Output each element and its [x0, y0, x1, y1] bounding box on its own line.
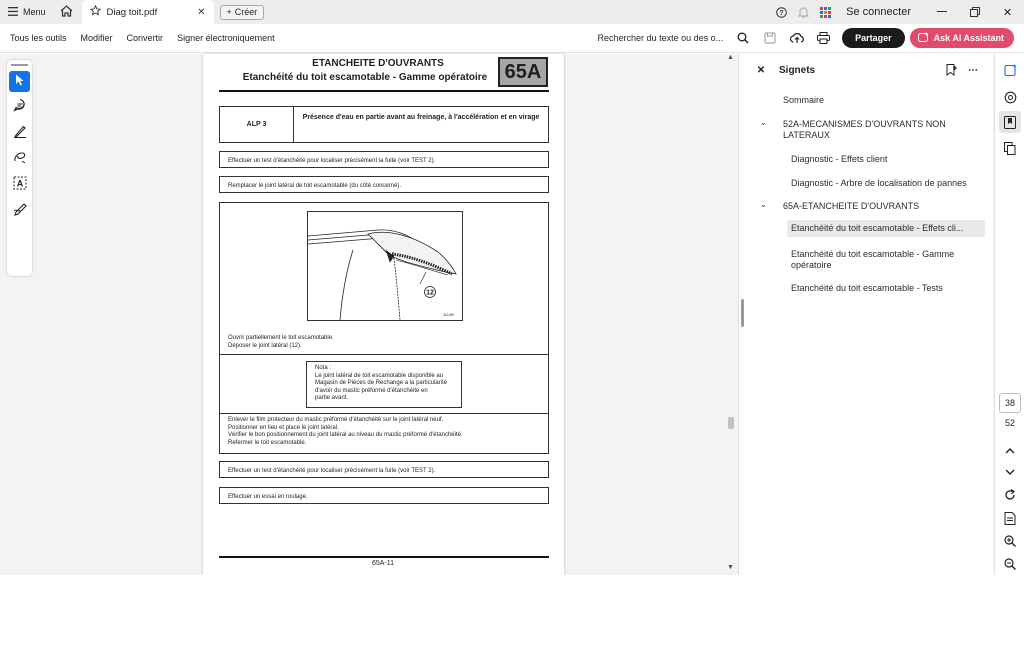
chevron-up-icon[interactable]	[999, 439, 1021, 461]
apps-grid-icon[interactable]	[814, 0, 836, 24]
comment-tool[interactable]	[9, 97, 30, 118]
box-separator	[220, 354, 548, 355]
cloud-upload-icon[interactable]	[783, 24, 810, 53]
bookmarks-panel	[738, 54, 993, 575]
bookmark-item-selected[interactable]: Etanchéité du toit escamotable - Effets cli...	[787, 220, 985, 237]
step-box	[219, 487, 549, 504]
print-icon[interactable]	[810, 24, 837, 53]
step-text: Effectuer un test d'étanchéité pour localiser précisément la fuite (voir TEST 2).	[228, 158, 436, 164]
total-pages: 52	[1004, 418, 1015, 428]
nota-box	[306, 361, 462, 408]
bookmark-item[interactable]: Etanchéité du toit escamotable - Gamme opératoire	[791, 249, 955, 270]
document-section-title: ETANCHEITE D'OUVRANTS	[312, 58, 444, 69]
minimize-button[interactable]	[925, 0, 958, 24]
tab-title: Diag toit.pdf	[106, 6, 158, 18]
tab-close-icon[interactable]: ✕	[197, 6, 206, 18]
panel-resize-handle[interactable]	[741, 299, 744, 327]
chevron-down-icon[interactable]: ⌄	[760, 118, 767, 127]
cursor-arrow-icon	[15, 73, 25, 91]
home-button[interactable]	[54, 0, 80, 24]
nota-title: Nota :	[315, 365, 332, 371]
nota-line: d'avoir du mastic préformé d'étanchéité en	[315, 387, 428, 394]
instruction-line: Refermer le toit escamotable.	[228, 439, 307, 446]
add-bookmark-icon[interactable]	[940, 64, 962, 76]
pen-icon	[13, 124, 27, 143]
star-icon[interactable]	[90, 5, 101, 19]
comment-add-icon	[13, 98, 27, 117]
bookmark-item[interactable]: Sommaire	[783, 95, 825, 105]
document-scrollbar[interactable]	[726, 54, 736, 575]
bookmark-item[interactable]: Etanchéité du toit escamotable - Tests	[791, 283, 943, 293]
select-tool[interactable]	[9, 71, 30, 92]
figure-reference: 111159	[443, 313, 454, 317]
sign-tool[interactable]	[9, 201, 30, 222]
svg-text:A: A	[16, 178, 23, 189]
procedure-box	[219, 202, 549, 454]
chevron-down-icon[interactable]: ⌄	[760, 200, 767, 209]
drag-grip[interactable]	[11, 64, 28, 66]
panel-title: Signets	[779, 64, 816, 76]
step-text: Effectuer un essai en roulage.	[228, 494, 308, 500]
section-code-badge: 65A	[498, 57, 548, 87]
search-icon[interactable]	[729, 24, 756, 53]
step-box	[219, 461, 549, 478]
alp-code: ALP 3	[220, 107, 294, 142]
home-icon	[60, 5, 73, 19]
zoom-out-icon[interactable]	[999, 553, 1021, 575]
bookmark-item[interactable]: 65A-ETANCHEITE D'OUVRANTS	[783, 201, 920, 211]
text-tool[interactable]	[9, 175, 30, 196]
nota-line: Magasin de Pièces de Rechange a la particularité	[315, 380, 448, 386]
empty-area	[0, 575, 1024, 645]
footer-rule	[219, 556, 549, 558]
help-icon[interactable]	[770, 0, 792, 24]
close-panel-icon[interactable]: ✕	[756, 64, 766, 76]
more-options-icon[interactable]: ⋯	[968, 64, 978, 76]
page-fit-icon[interactable]	[999, 507, 1021, 529]
instruction-line: Positionner en lieu et place le joint latéral.	[228, 424, 339, 431]
chevron-down-icon[interactable]	[999, 461, 1021, 483]
scrollbar-thumb[interactable]	[728, 417, 734, 429]
box-separator	[220, 413, 548, 414]
share-button[interactable]: Partager	[842, 28, 905, 48]
scroll-down-icon[interactable]: ▼	[727, 564, 734, 571]
main-toolbar	[0, 24, 1024, 53]
bookmarks-panel-icon[interactable]	[999, 111, 1021, 133]
step-text: Remplacer le joint latéral de toit escamotable (du côté concerné).	[228, 183, 402, 189]
step-text: Effectuer un test d'étanchéité pour localiser précisément la fuite (voir TEST 2).	[228, 468, 436, 474]
caption-line: Déposer le joint latéral (12).	[228, 343, 302, 349]
right-rail	[994, 54, 1024, 575]
ai-edit-icon[interactable]	[999, 59, 1021, 81]
svg-text:?: ?	[779, 9, 784, 17]
toolbar-e-sign[interactable]: Signer électroniquement	[177, 33, 275, 43]
step-box	[219, 176, 549, 193]
text-box-icon	[13, 176, 27, 195]
close-window-button[interactable]: ✕	[1002, 6, 1013, 19]
sign-in-link[interactable]: Se connecter	[846, 6, 911, 18]
toolbar-all-tools[interactable]: Tous les outils	[10, 33, 67, 43]
menu-button[interactable]	[0, 0, 54, 24]
reassembly-instructions	[228, 417, 463, 447]
pdf-page	[203, 54, 564, 575]
toolbar-edit[interactable]: Modifier	[80, 33, 113, 43]
roof-seal-illustration	[307, 211, 463, 321]
bookmark-item[interactable]: Diagnostic - Arbre de localisation de pannes	[791, 178, 967, 188]
save-icon[interactable]	[756, 24, 783, 53]
bookmark-item[interactable]: Diagnostic - Effets client	[791, 154, 888, 164]
document-subtitle: Etanchéité du toit escamotable - Gamme opératoire	[242, 72, 488, 83]
bookmark-item[interactable]: 52A-MECANISMES D'OUVRANTS NON LATERAUX	[783, 119, 946, 140]
quick-tools-bar	[7, 60, 32, 276]
zoom-in-icon[interactable]	[999, 530, 1021, 552]
nota-line: Le joint latéral de toit escamotable disponible au	[315, 372, 444, 379]
figure-caption	[228, 334, 334, 350]
bookmarks-header	[739, 62, 994, 78]
plus-icon: +	[226, 7, 232, 17]
toolbar-convert[interactable]: Convertir	[126, 33, 164, 43]
restore-button[interactable]	[958, 0, 991, 24]
freehand-loop-icon	[13, 150, 27, 169]
alp-description: Présence d'eau en partie avant au freinage, à l'accélération et en virage	[302, 114, 540, 121]
instruction-line: Vérifier le bon positionnement du joint latéral au niveau du mastic préformé d'étanchéité.	[228, 432, 463, 438]
alp-header-box	[219, 106, 549, 143]
copy-pages-icon[interactable]	[999, 137, 1021, 159]
document-tab[interactable]	[82, 0, 214, 24]
draw-tool[interactable]	[9, 149, 30, 170]
page-number: 65A-11	[371, 560, 395, 567]
comment-panel-icon[interactable]	[999, 86, 1021, 108]
signature-pen-icon	[13, 202, 27, 221]
search-field[interactable]: Rechercher du texte ou des o...	[597, 33, 724, 43]
highlight-tool[interactable]	[9, 123, 30, 144]
caption-line: Ouvrir partiellement le toit escamotable.	[228, 335, 334, 341]
hamburger-icon	[8, 7, 18, 18]
create-button[interactable]	[220, 5, 265, 20]
header-rule	[219, 90, 549, 92]
title-bar	[0, 0, 1024, 24]
menu-label: Menu	[23, 7, 46, 17]
scroll-up-icon[interactable]: ▲	[727, 54, 734, 61]
ai-assistant-button[interactable]	[910, 28, 1014, 48]
create-label: Créer	[234, 7, 258, 17]
workspace	[0, 54, 1024, 575]
notification-bell-icon[interactable]	[792, 0, 814, 24]
figure-callout: 12	[426, 289, 434, 297]
instruction-line: Enlever le film protecteur du mastic préformé d'étanchéité sur le joint latéral neuf.	[228, 417, 444, 423]
step-box	[219, 151, 549, 168]
rotate-icon[interactable]	[999, 484, 1021, 506]
nota-line: partie avant.	[315, 395, 349, 401]
current-page-input[interactable]: 38	[999, 393, 1021, 413]
ai-assistant-label: Ask AI Assistant	[933, 33, 1004, 43]
ai-sparkle-icon	[918, 32, 929, 45]
